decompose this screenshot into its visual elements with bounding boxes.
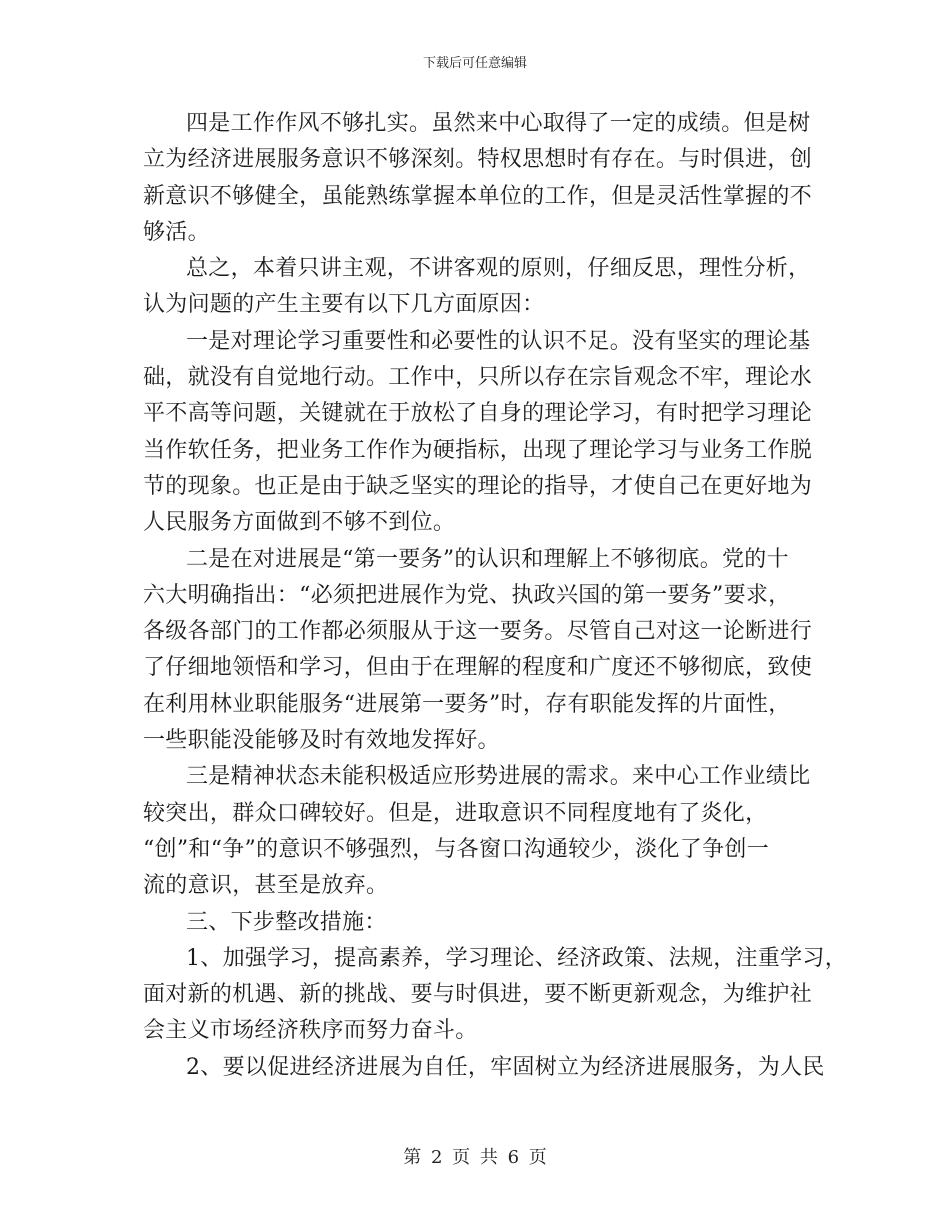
paragraph: [143, 324, 823, 542]
text-line: 认为问题的产生主要有以下几方面原因：: [143, 292, 545, 318]
text-line: 节的现象。也正是由于缺乏坚实的理论的指导，才使自己在更好地为: [143, 473, 813, 499]
text-line: 人民服务方面做到不够不到位。: [143, 510, 456, 536]
text-line: 总之，本着只讲主观，不讲客观的原则，仔细反思，理性分析，: [186, 256, 811, 282]
text-line: 在利用林业职能服务“进展第一要务”时，存有职能发挥的片面性，: [143, 691, 791, 717]
text-line: 三、下步整改措施：: [186, 909, 387, 935]
text-line: “创”和“争”的意识不够强烈，与各窗口沟通较少，淡化了争创一: [143, 836, 769, 862]
page-header: 下载后可任意编辑: [422, 56, 527, 71]
text-line: 1、加强学习，提高素养，学习理论、经济政策、法规，注重学习，: [186, 945, 847, 971]
document-body: [143, 106, 847, 1086]
paragraph: [143, 542, 823, 760]
text-line: 2、要以促进经济进展为自任，牢固树立为经济进展服务，为人民: [186, 1054, 825, 1080]
text-line: 当作软任务，把业务工作作为硬指标，出现了理论学习与业务工作脱: [143, 437, 813, 463]
paragraph: [143, 106, 823, 251]
text-line: 四是工作作风不够扎实。虽然来中心取得了一定的成绩。但是树: [186, 111, 811, 136]
section-heading: [143, 905, 823, 941]
text-line: 较突出，群众口碑较好。但是，进取意识不同程度地有了炎化，: [143, 800, 768, 826]
text-line: 够活。: [143, 219, 210, 245]
text-line: 平不高等问题，关键就在于放松了自身的理论学习，有时把学习理论: [143, 401, 813, 427]
paragraph: [143, 251, 823, 324]
text-line: 二是在对进展是“第一要务”的认识和理解上不够彻底。党的十: [186, 546, 789, 572]
text-line: 面对新的机遇、新的挑战、要与时俱进，要不断更新观念，为维护社: [143, 982, 813, 1008]
text-line: 流的意识，甚至是放弃。: [143, 873, 389, 899]
text-line: 一是对理论学习重要性和必要性的认识不足。没有坚实的理论基: [186, 328, 811, 354]
text-line: 六大明确指出：“必须把进展作为党、执政兴国的第一要务”要求，: [143, 582, 791, 608]
page-footer: 第 2 页 共 6 页: [403, 1147, 547, 1168]
text-line: 各级各部门的工作都必须服从于这一要务。尽管自己对这一论断进行: [143, 619, 813, 645]
paragraph: [143, 1050, 823, 1086]
text-line: 一些职能没能够及时有效地发挥好。: [143, 728, 500, 754]
paragraph: [143, 759, 823, 904]
text-line: 础，就没有自觉地行动。工作中，只所以存在宗旨观念不牢，理论水: [143, 365, 813, 391]
paragraph: [143, 941, 847, 1050]
text-line: 会主义市场经济秩序而努力奋斗。: [143, 1018, 478, 1044]
text-line: 三是精神状态未能积极适应形势进展的需求。来中心工作业绩比: [186, 764, 811, 790]
text-line: 了仔细地领悟和学习，但由于在理解的程度和广度还不够彻底，致使: [143, 655, 813, 681]
text-line: 新意识不够健全，虽能熟练掌握本单位的工作，但是灵活性掌握的不: [143, 183, 813, 209]
text-line: 立为经济进展服务意识不够深刻。特权思想时有存在。与时俱进，创: [143, 147, 813, 173]
